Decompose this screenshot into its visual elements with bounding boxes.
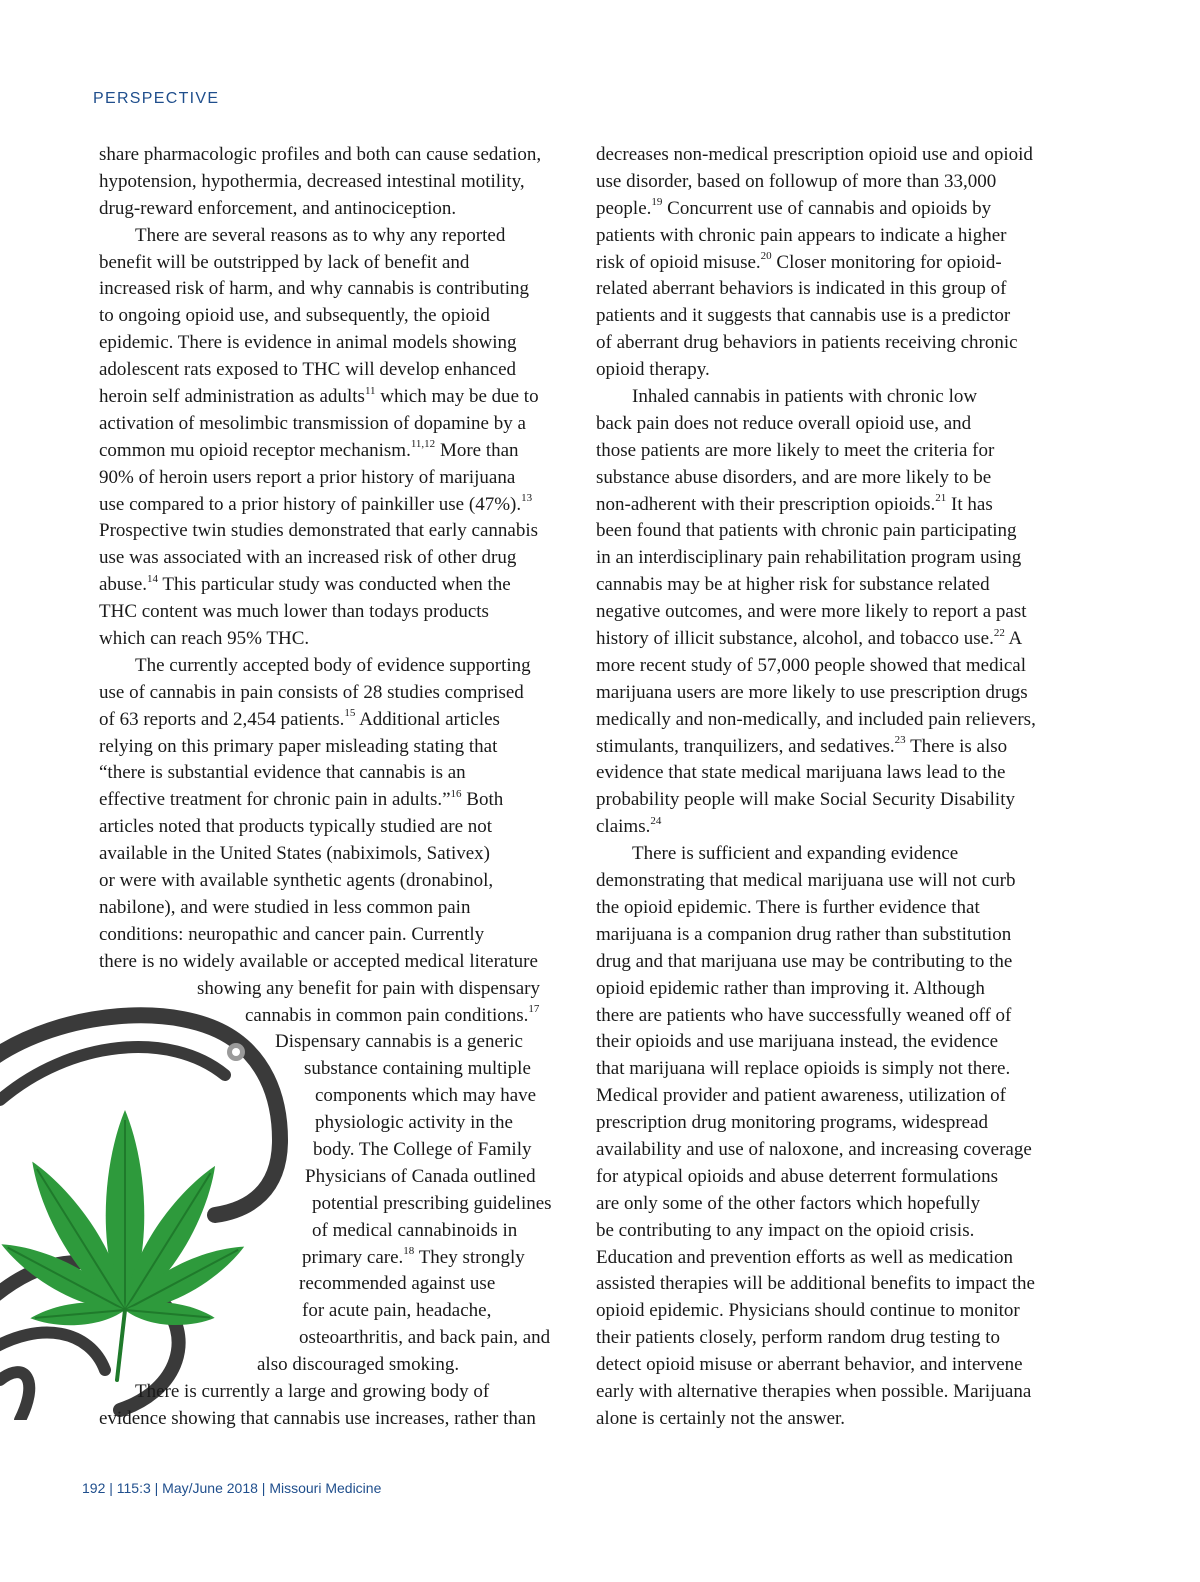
text-line: Physicians of Canada outlined <box>305 1165 536 1187</box>
text-line: stimulants, tranquilizers, and sedatives.$^{23}$ There is also <box>596 734 1008 757</box>
page-footer: 192 | 115:3 | May/June 2018 | Missouri Medicine <box>82 1480 382 1496</box>
text-line: heroin self administration as adults$^{11}$ which may be due to <box>99 384 539 408</box>
text-line: are only some of the other factors which hopefully <box>596 1192 981 1214</box>
text-line: been found that patients with chronic pain participating <box>596 520 1017 542</box>
text-line: patients with chronic pain appears to indicate a higher <box>596 224 1007 246</box>
text-line: components which may have <box>315 1085 537 1107</box>
text-line: cannabis may be at higher risk for substance related <box>596 574 990 596</box>
text-line: opioid epidemic. Physicians should continue to monitor <box>596 1300 1020 1322</box>
text-line: claims.$^{24}$ <box>596 814 662 838</box>
citation-superscript: 21 <box>935 492 947 505</box>
citation-superscript: 15 <box>344 707 356 720</box>
text-line: evidence that state medical marijuana laws lead to the <box>596 762 1006 784</box>
text-line: There is currently a large and growing body of <box>135 1380 490 1402</box>
text-line: THC content was much lower than todays products <box>99 601 489 623</box>
text-line: showing any benefit for pain with dispensary <box>197 977 540 999</box>
text-line: decreases non-medical prescription opioid use and opioid <box>596 144 1033 165</box>
text-line: assisted therapies will be additional benefits to impact the <box>596 1273 1035 1295</box>
text-line: the opioid epidemic. There is further evidence that <box>596 896 980 918</box>
text-line: activation of mesolimbic transmission of dopamine by a <box>99 412 526 434</box>
text-line: recommended against use <box>299 1273 496 1295</box>
text-line: there are patients who have successfully weaned off of <box>596 1004 1012 1026</box>
text-line: effective treatment for chronic pain in adults.”$^{16}$ Both <box>99 788 504 811</box>
citation-superscript: 22 <box>993 626 1005 639</box>
text-line: use was associated with an increased risk of other drug <box>99 547 517 569</box>
text-line: of 63 reports and 2,454 patients.$^{15}$ Additional articles <box>99 707 500 730</box>
text-line: medically and non-medically, and included pain relievers, <box>596 708 1036 730</box>
text-line: detect opioid misuse or aberrant behavior, and intervene <box>596 1354 1023 1376</box>
text-line: drug and that marijuana use may be contributing to the <box>596 950 1013 972</box>
text-line: use of cannabis in pain consists of 28 studies comprised <box>99 681 524 703</box>
citation-superscript: 14 <box>147 572 159 585</box>
section-label: PERSPECTIVE <box>93 90 220 107</box>
text-line: body. The College of Family <box>313 1138 532 1160</box>
text-line: prescription drug monitoring programs, widespread <box>596 1112 989 1134</box>
text-line: conditions: neuropathic and cancer pain. Currently <box>99 923 485 945</box>
text-line: in an interdisciplinary pain rehabilitation program using <box>596 547 1022 569</box>
text-line: Dispensary cannabis is a generic <box>275 1031 523 1053</box>
text-line: available in the United States (nabiximols, Sativex) <box>99 843 490 865</box>
text-line: use disorder, based on followup of more than 33,000 <box>596 170 997 192</box>
text-line: potential prescribing guidelines <box>312 1192 552 1214</box>
citation-superscript: 11,12 <box>410 438 436 451</box>
text-line: opioid therapy. <box>596 359 710 381</box>
text-line: common mu opioid receptor mechanism.$^{11,12}$ More than <box>99 438 519 461</box>
text-line: back pain does not reduce overall opioid use, and <box>596 412 972 434</box>
text-line: early with alternative therapies when possible. Marijuana <box>596 1380 1032 1402</box>
text-line: opioid epidemic rather than improving it. Although <box>596 977 985 999</box>
text-line: adolescent rats exposed to THC will develop enhanced <box>99 359 516 381</box>
citation-superscript: 24 <box>650 814 662 827</box>
text-line: substance abuse disorders, and are more likely to be <box>596 466 992 488</box>
text-line: increased risk of harm, and why cannabis is contributing <box>99 278 530 300</box>
text-line: evidence showing that cannabis use increases, rather than <box>99 1407 536 1429</box>
citation-superscript: 19 <box>651 196 663 209</box>
text-line: to ongoing opioid use, and subsequently, the opioid <box>99 305 490 327</box>
text-line: of medical cannabinoids in <box>312 1219 518 1241</box>
text-line: of aberrant drug behaviors in patients receiving chronic <box>596 332 1018 354</box>
text-line: those patients are more likely to meet the criteria for <box>596 439 995 461</box>
text-line: cannabis in common pain conditions.$^{17}$ <box>245 1003 540 1026</box>
text-line: marijuana is a companion drug rather than substitution <box>596 923 1012 945</box>
text-line: Prospective twin studies demonstrated that early cannabis <box>99 520 538 542</box>
text-line: relying on this primary paper misleading stating that <box>99 735 498 757</box>
left-column <box>99 142 575 1433</box>
text-line: articles noted that products typically studied are not <box>99 816 493 838</box>
text-line: primary care.$^{18}$ They strongly <box>302 1245 525 1268</box>
text-line: for atypical opioids and abuse deterrent formulations <box>596 1165 999 1187</box>
text-line: for acute pain, headache, <box>302 1300 492 1322</box>
text-line: which can reach 95% THC. <box>99 628 310 650</box>
text-line: There is sufficient and expanding evidence <box>632 843 959 865</box>
text-line: epidemic. There is evidence in animal models showing <box>99 332 517 354</box>
citation-superscript: 11 <box>364 384 376 397</box>
text-line: benefit will be outstripped by lack of benefit and <box>99 251 470 273</box>
text-line: also discouraged smoking. <box>257 1354 460 1376</box>
text-line: there is no widely available or accepted medical literature <box>99 950 538 972</box>
text-line: that marijuana will replace opioids is simply not there. <box>596 1058 1011 1080</box>
text-line: nabilone), and were studied in less common pain <box>99 896 471 918</box>
text-line: more recent study of 57,000 people showed that medical <box>596 654 1027 676</box>
text-line: physiologic activity in the <box>315 1112 513 1134</box>
citation-superscript: 20 <box>760 250 772 263</box>
text-line: osteoarthritis, and back pain, and <box>299 1327 551 1349</box>
text-line: history of illicit substance, alcohol, and tobacco use.$^{22}$ A <box>596 626 1023 650</box>
citation-superscript: 18 <box>403 1245 415 1258</box>
text-line: people.$^{19}$ Concurrent use of cannabis and opioids by <box>596 196 992 219</box>
text-line: non-adherent with their prescription opioids.$^{21}$ It has <box>596 492 993 515</box>
text-line: “there is substantial evidence that cannabis is an <box>99 762 466 784</box>
text-line: 90% of heroin users report a prior history of marijuana <box>99 466 516 488</box>
text-line: drug-reward enforcement, and antinociception. <box>99 197 457 219</box>
citation-superscript: 23 <box>894 734 906 747</box>
right-column <box>596 142 1072 1433</box>
text-line: their patients closely, perform random drug testing to <box>596 1327 1001 1349</box>
text-line: negative outcomes, and were more likely to report a past <box>596 601 1027 623</box>
text-line: Education and prevention efforts as well as medication <box>596 1246 1013 1268</box>
text-line: substance containing multiple <box>304 1058 531 1080</box>
text-line: share pharmacologic profiles and both can cause sedation, <box>99 144 542 165</box>
text-line: be contributing to any impact on the opioid crisis. <box>596 1219 975 1241</box>
text-line: alone is certainly not the answer. <box>596 1407 846 1429</box>
text-line: The currently accepted body of evidence supporting <box>135 654 531 676</box>
text-line: demonstrating that medical marijuana use will not curb <box>596 870 1016 892</box>
text-line: Inhaled cannabis in patients with chronic low <box>632 386 978 408</box>
citation-superscript: 13 <box>521 492 533 505</box>
text-line: use compared to a prior history of painkiller use (47%).$^{13}$ <box>99 492 533 515</box>
text-line: risk of opioid misuse.$^{20}$ Closer monitoring for opioid- <box>596 250 1002 273</box>
text-line: hypotension, hypothermia, decreased intestinal motility, <box>99 170 525 192</box>
text-line: There are several reasons as to why any reported <box>135 224 506 246</box>
citation-superscript: 17 <box>528 1003 540 1016</box>
text-line: abuse.$^{14}$ This particular study was conducted when the <box>99 572 511 596</box>
text-line: probability people will make Social Security Disability <box>596 789 1015 811</box>
text-line: or were with available synthetic agents (dronabinol, <box>99 870 494 892</box>
text-line: marijuana users are more likely to use prescription drugs <box>596 681 1028 703</box>
text-line: availability and use of naloxone, and increasing coverage <box>596 1138 1032 1160</box>
text-line: their opioids and use marijuana instead, the evidence <box>596 1031 999 1053</box>
text-line: related aberrant behaviors is indicated in this group of <box>596 278 1007 300</box>
text-line: patients and it suggests that cannabis use is a predictor <box>596 305 1011 327</box>
text-line: Medical provider and patient awareness, utilization of <box>596 1085 1006 1107</box>
citation-superscript: 16 <box>450 788 462 801</box>
